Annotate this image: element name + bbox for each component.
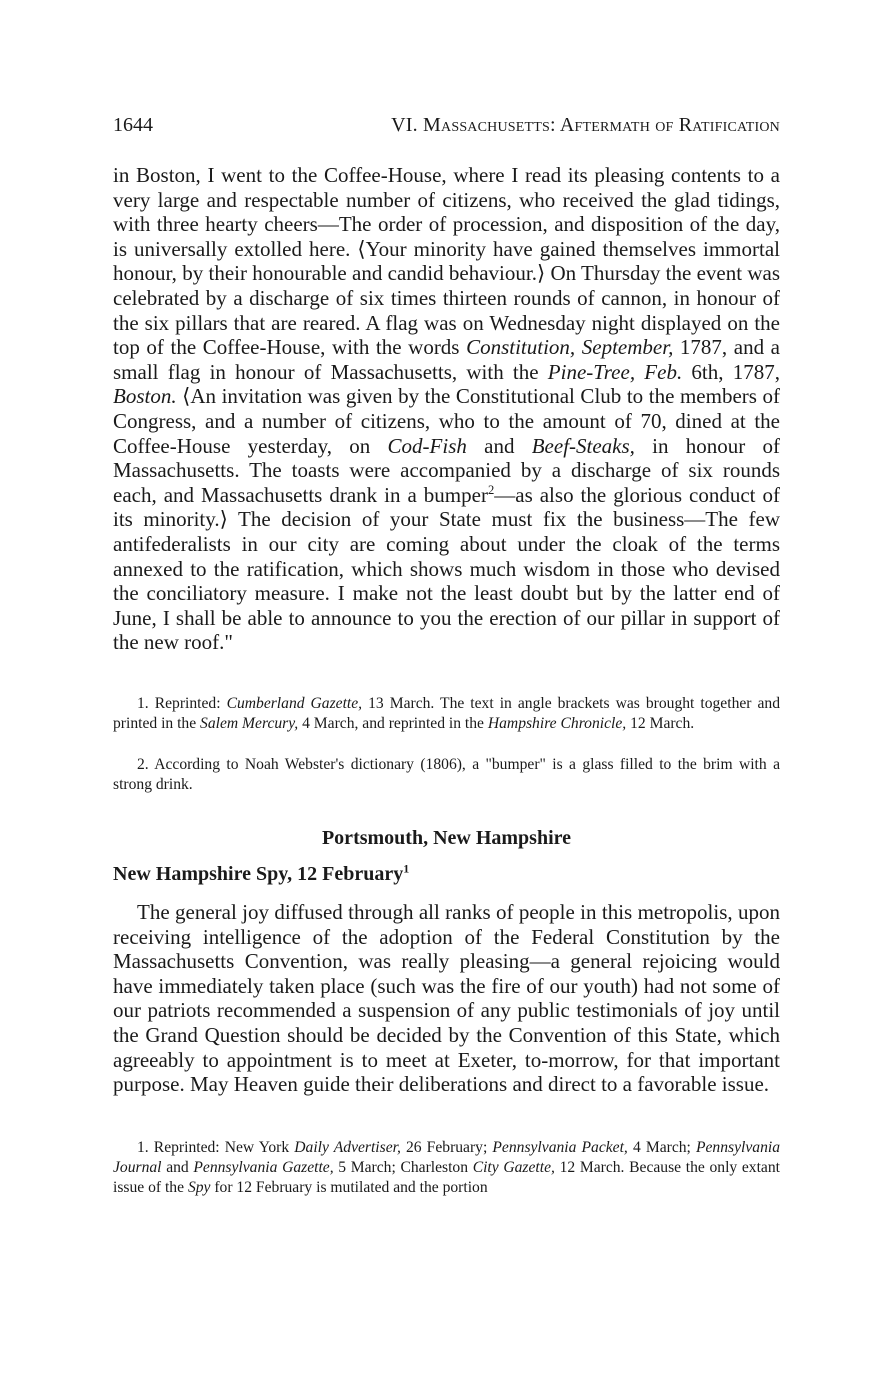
italic-run: Cod-Fish <box>387 433 467 458</box>
text-run: 2. According to Noah Webster's dictionary (1806), a "bumper" is a glass filled to the brim with a strong drink. <box>113 756 780 793</box>
text-run: 1. Reprinted: <box>137 695 227 712</box>
italic-run: Pennsylvania Packet, <box>492 1139 628 1156</box>
italic-run: Beef-Steaks, <box>531 433 635 458</box>
italic-run: Pennsylvania Gazette, <box>193 1159 334 1176</box>
page-number: 1644 <box>113 114 153 136</box>
running-head: VI. Massachusetts: Aftermath of Ratification <box>391 114 780 136</box>
text-run: in honour of Massachusetts. The toasts were accompanied by a discharge of six rounds each, and Massachusetts drank in a bumper <box>113 433 781 507</box>
italic-run: Daily Advertiser, <box>294 1139 401 1156</box>
text-run: for 12 February is mutilated and the portion <box>210 1179 488 1196</box>
footnote-ref: 1 <box>403 861 410 876</box>
text-run: 13 March. The text in angle brackets was brought together and printed in the <box>113 695 781 732</box>
article-title-text: New Hampshire Spy, 12 February <box>113 863 404 885</box>
article-title <box>113 863 409 886</box>
italic-run: Cumberland Gazette, <box>226 695 363 712</box>
italic-run: Pine-Tree, Feb. <box>547 359 683 384</box>
text-run: 26 February; <box>400 1139 493 1156</box>
text-run: 4 March, and reprinted in the <box>298 715 488 732</box>
text-run: 12 March. <box>626 715 695 732</box>
footnote-2 <box>113 755 780 795</box>
text-run: —as also the glorious conduct of its minority.⟩ The decision of your State must fix the business—The few antifederalists in our city are coming about under the cloak of the terms annexed to the ratification, which shows much wisdom in those who devised the conciliatory measure. I make not the least doubt but by the latter end of June, I shall be able to announce to you the erection of our pillar in support of the new roof." <box>113 482 781 655</box>
text-run: 5 March; Charleston <box>333 1159 473 1176</box>
italic-run: Pennsylvania Journal <box>113 1139 780 1176</box>
article-paragraph: The general joy diffused through all ranks of people in this metropolis, upon receiving intelligence of the adoption of the Federal Constitution by the Massachusetts Convention, was really pleasing—a general rejoicing would have immediately taken place (such was the fire of our youth) had not some of our patriots recommended a suspension of any public testimonials of joy until the Grand Question should be decided by the Convention of this State, which agreeably to appointment is to meet at Exeter, to-morrow, for that important purpose. May Heaven guide their deliberations and direct to a favorable issue. <box>113 900 780 1097</box>
italic-run: Salem Mercury, <box>200 715 299 732</box>
text-run: and <box>466 433 532 458</box>
text-run: in Boston, I went to the Coffee-House, where I read its pleasing contents to a very large and respectable number of citizens, who received the glad tidings, with three hearty cheers—The order of procession, and disposition of the day, is universally extolled here. ⟨Your minority have gained themselves immortal honour, by their honourable and candid behaviour.⟩ On Thursday the event was celebrated by a discharge of six times thirteen rounds of cannon, in honour of the six pillars that are reared. A flag was on Wednesday night displayed on the top of the Coffee-House, with the words <box>113 163 780 360</box>
italic-run: Boston. <box>113 384 177 409</box>
italic-run: Hampshire Chronicle, <box>487 715 627 732</box>
italic-run: Spy <box>187 1179 211 1196</box>
continued-paragraph <box>113 163 780 655</box>
text-run: ⟨An invitation was given by the Constitutional Club to the members of Congress, and a number of citizens, who to the amount of 70, dined at the Coffee-House yesterday, on <box>113 384 780 458</box>
italic-run: Constitution, September, <box>466 335 674 360</box>
section-title: Portsmouth, New Hampshire <box>321 827 572 849</box>
text-run: 1. Reprinted: New York <box>137 1139 295 1156</box>
footnote-1 <box>113 694 780 734</box>
page-header <box>113 114 780 140</box>
italic-run: City Gazette, <box>472 1159 555 1176</box>
text-run: 12 March. Because the only extant issue of the <box>113 1159 780 1196</box>
footnote-ref: 2 <box>487 482 495 497</box>
text-run: and <box>161 1159 194 1176</box>
text-run: 4 March; <box>627 1139 696 1156</box>
text-run: 1787, and a small flag in honour of Massachusetts, with the <box>113 335 780 384</box>
article-footnote-1 <box>113 1138 780 1198</box>
text-run: 6th, 1787, <box>682 359 780 384</box>
